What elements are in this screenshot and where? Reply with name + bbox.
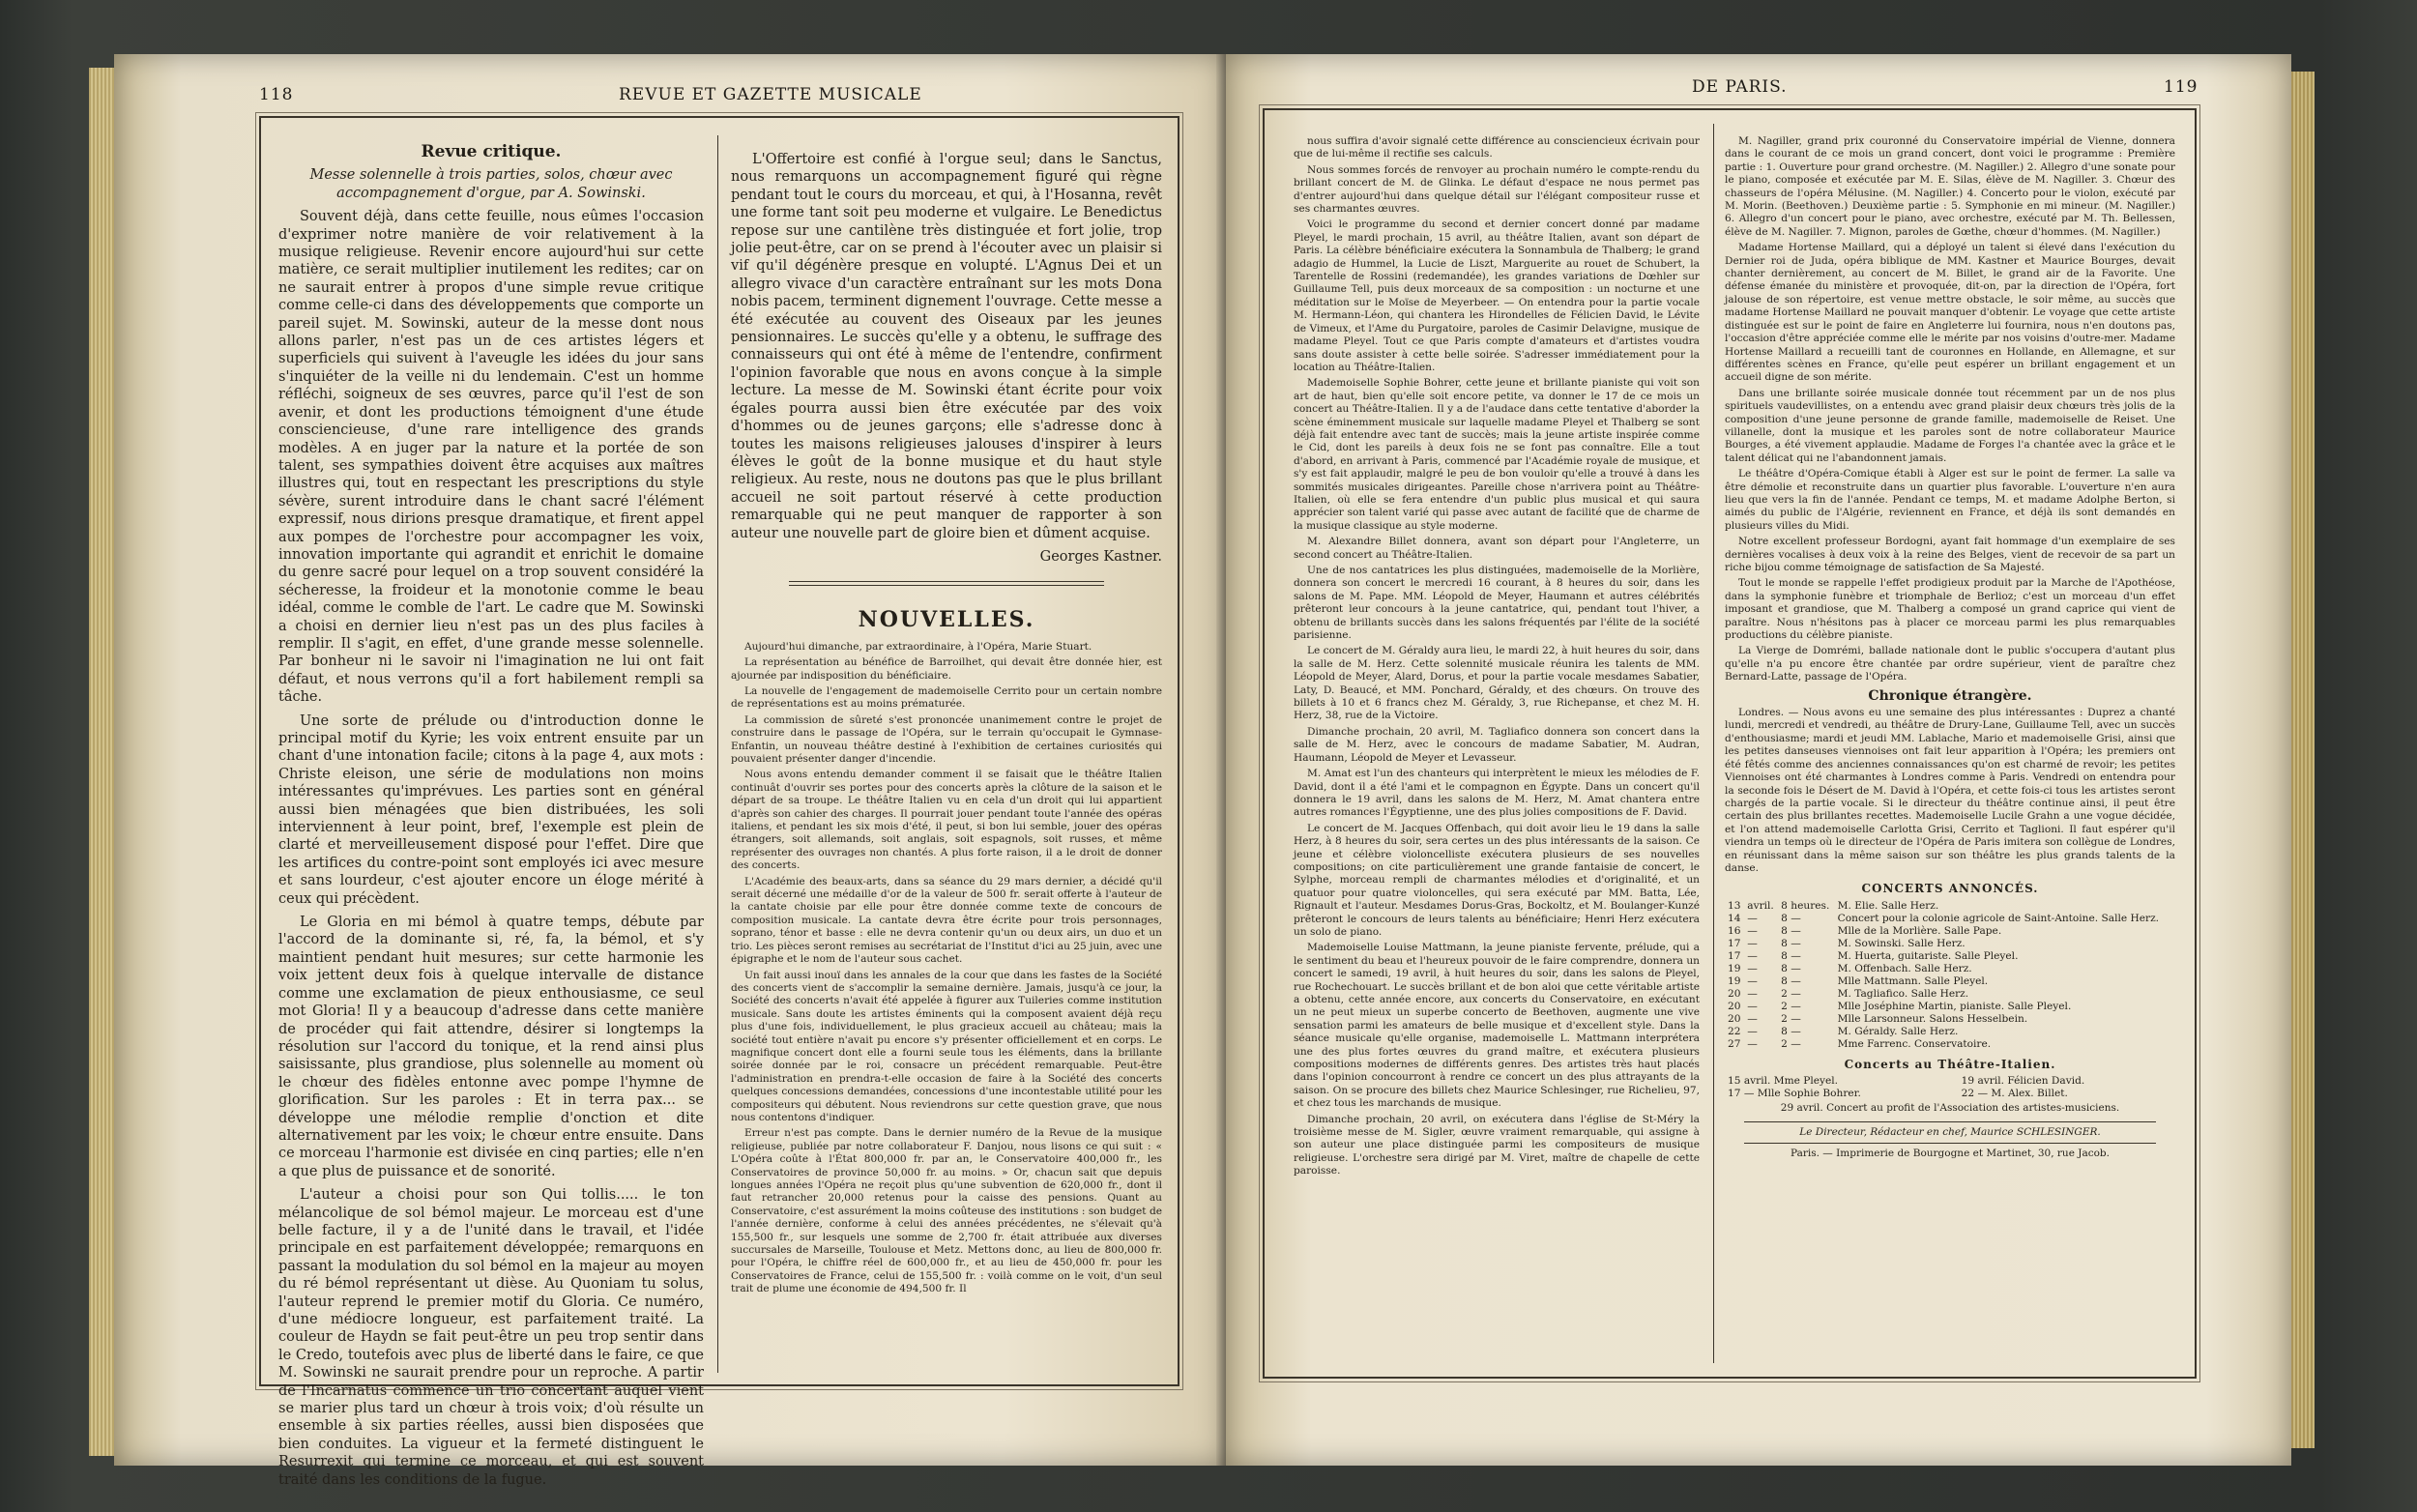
left-column-divider — [717, 135, 718, 1373]
concert-month: — — [1747, 912, 1758, 924]
news-item: nous suffira d'avoir signalé cette différence au consciencieux écrivain pour que de lui-même il rectifie ses calculs. — [1294, 135, 1700, 160]
italien-left: 17 — Mlle Sophie Bohrer. — [1728, 1088, 1861, 1100]
concert-event: Mme Farrenc. Conservatoire. — [1837, 1037, 1992, 1050]
concert-hour: 8 — — [1781, 974, 1801, 987]
concert-row — [1725, 1026, 2175, 1038]
concert-month: — — [1747, 987, 1758, 1000]
concert-hour: 8 heures. — [1781, 899, 1830, 912]
review-paragraph: Le Gloria en mi bémol à quatre temps, débute par l'accord de la dominante si, ré, fa, la bémol, et s'y maintient pendant huit mesures; sur cette harmonie les voix jettent deux fois à quelque intervalle de distance comme une exclamation de pieux enthousiasme, ce seul mot Gloria! Il y a beaucoup d'adresse dans cette manière de procéder qui fait attendre, désirer si longtemps la résolution sur l'accord du tonique, et la rend ainsi plus saisissante, plus grandiose, plus solennelle au moment où le chœur des fidèles entonne avec pompe l'hymne de glorification. Sur les paroles : Et in terra pax... se développe une mélodie remplie d'onction et dite alternativement par les voix; le chœur entre ensuite. Dans ce morceau l'harmonie est divisée en cinq parties; elle n'en a que plus de puissance et de sonorité. — [278, 915, 704, 1179]
concert-event: M. Offenbach. Salle Herz. — [1837, 962, 1972, 974]
concert-day: 19 — [1728, 962, 1741, 974]
concert-day: 13 — [1728, 899, 1741, 912]
news-item: M. Alexandre Billet donnera, avant son départ pour l'Angleterre, un second concert au Théâtre-Italien. — [1294, 536, 1700, 561]
concert-event: M. Elie. Salle Herz. — [1837, 899, 1939, 912]
italien-right: 22 — M. Alex. Billet. — [1961, 1088, 2068, 1100]
printer-line: Paris. — Imprimerie de Bourgogne et Martinet, 30, rue Jacob. — [1791, 1147, 2110, 1159]
concert-event: Mlle Joséphine Martin, pianiste. Salle Pleyel. — [1837, 1000, 2072, 1012]
news-item: Notre excellent professeur Bordogni, ayant fait hommage d'un exemplaire de ses dernières vocalises à deux voix à la reine des Belges, vient de recevoir de sa part un riche bijou comme témoignage de satisfaction de Sa Majesté. — [1725, 536, 2175, 573]
concert-row — [1725, 900, 2175, 913]
news-item: L'Académie des beaux-arts, dans sa séance du 29 mars dernier, a décidé qu'il serait décerné une médaille d'or de la valeur de 500 fr. serait offerte à l'auteur de la cantate choisie par elle pour être donnée comme texte de concours de composition musicale. La cantate devra être écrite pour trois personnages, soprano, ténor et basse : elle ne devra contenir qu'un ou deux airs, un duo et un trio. Les pièces seront remises au secrétariat de l'Institut d'ici au 25 juin, avec une épigraphe et le nom de l'auteur sous cachet. — [731, 875, 1162, 966]
news-item: Dimanche prochain, 20 avril, M. Tagliafico donnera son concert dans la salle de M. Herz, avec le concours de madame Sabatier, M. Audran, Haumann, Léopold de Meyer et Levasseur. — [1294, 725, 1700, 764]
page-edges-right — [2289, 72, 2315, 1448]
italien-heading: Concerts au Théâtre-Italien. — [1844, 1057, 2056, 1071]
news-item: Tout le monde se rappelle l'effet prodigieux produit par la Marche de l'Apothéose, dans la symphonie funèbre et triomphale de Berlioz; c'est un morceau d'un effet imposant et grandiose, que M. Thalberg a composé un grand caprice qui vient de paraître. Nous n'hésitons pas à placer ce morceau parmi les plus remarquables productions du célèbre pianiste. — [1725, 577, 2175, 642]
italien-row — [1725, 1088, 2175, 1100]
concert-month: — — [1747, 1025, 1758, 1037]
concert-row — [1725, 963, 2175, 975]
nouvelles-list — [731, 641, 1162, 1296]
news-item: La commission de sûreté s'est prononcée unanimement contre le projet de construire dans le passage de l'Opéra, sur le terrain qu'occupait le Gymnase-Enfantin, un nouveau théâtre destiné à l'exhibition de certaines curiosités qui pouvaient présenter danger d'incendie. — [731, 713, 1162, 765]
concert-row — [1725, 925, 2175, 938]
concert-row — [1725, 1013, 2175, 1026]
news-item: Le théâtre d'Opéra-Comique établi à Alger est sur le point de fermer. La salle va être démolie et reconstruite dans un quartier plus favorable. L'ouverture n'en aura lieu que vers la fin de l'année. Pendant ce temps, M. et madame Adolphe Berton, si aimés du public de l'Algérie, reviennent en France, et déjà ils sont demandés en plusieurs villes du Midi. — [1725, 468, 2175, 532]
concert-row — [1725, 1001, 2175, 1013]
concert-month: — — [1747, 949, 1758, 962]
news-item: La nouvelle de l'engagement de mademoiselle Cerrito pour un certain nombre de représentations est au moins prématurée. — [731, 684, 1162, 711]
concerts-table — [1725, 900, 2175, 1051]
review-paragraph: Souvent déjà, dans cette feuille, nous eûmes l'occasion d'exprimer notre manière de voir relativement à la musique religieuse. Revenir encore aujourd'hui sur cette matière, ce serait multiplier inutilement les redites; car on ne saurait entrer à propos d'une simple revue critique comme celle-ci dans des développements que comporte un pareil sujet. M. Sowinski, auteur de la messe dont nous allons parler, n'est pas un de ces artistes légers et superficiels qui suivent à l'aveugle les idées du jour sans s'inquiéter de la veille ni du lendemain. C'est un homme réfléchi, soigneux de ses œuvres, parce qu'il l'est de son avenir, et dont les productions témoignent d'une étude consciencieuse, d'une rare intelligence des grands modèles. A en juger par la nature et la portée de son talent, ses sympathies doivent être acquises aux maîtres illustres qui, tout en respectant les prescriptions du style sévère, surent introduire dans le chant sacré l'élément expressif, nous dirions presque dramatique, et firent appel aux pompes de l'orchestre pour accompagner les voix, innovation importante qui agrandit et enrichit le domaine du genre sacré pour lequel on a trop souvent considéré la sécheresse, la froideur et la monotonie comme le beau idéal, comme le comble de l'art. Le cadre que M. Sowinski a choisi en dernier lieu n'est pas un des plus faciles à remplir. Il s'agit, en effet, d'une grande messe solennelle. Par bonheur ni le savoir ni l'imagination ne lui ont fait défaut, et nous verrons qu'il a fort habilement rempli sa tâche. — [278, 209, 704, 706]
concert-month: — — [1747, 974, 1758, 987]
concert-event: Mlle de la Morlière. Salle Pape. — [1837, 924, 2002, 937]
concert-day: 19 — [1728, 974, 1741, 987]
news-item: Dans une brillante soirée musicale donnée tout récemment par un de nos plus spirituels vaudevillistes, on a entendu avec grand plaisir deux chœurs très jolis de la composition d'une jeune personne de grande famille, mademoiselle de Reiset. Une villanelle, dont la musique et les paroles sont de notre collaborateur Maurice Bourges, a été vivement applaudie. Madame de Forges l'a chantée avec la grâce et le talent délicat qui ne l'abandonnent jamais. — [1725, 387, 2175, 464]
concert-row — [1725, 913, 2175, 925]
nouvelles-heading: NOUVELLES. — [858, 607, 1035, 633]
concert-hour: 8 — — [1781, 924, 1801, 937]
concert-hour: 8 — — [1781, 937, 1801, 949]
concert-day: 14 — [1728, 912, 1741, 924]
news-item: Dimanche prochain, 20 avril, on exécutera dans l'église de St-Méry la troisième messe de M. Sigler, œuvre vraiment remarquable, qui assigne à son auteur une place distinguée parmi les compositeurs de musique religieuse. L'orchestre sera dirigé par M. Viret, maître de chapelle de cette paroisse. — [1294, 1113, 1700, 1178]
news-item: Madame Hortense Maillard, qui a déployé un talent si élevé dans l'exécution du Dernier roi de Juda, opéra biblique de MM. Kastner et Maurice Bourges, devait chanter dernièrement, au concert de M. Billet, le grand air de la Favorite. Une défense émanée du ministère et provoquée, dit-on, par la direction de l'Opéra, fort jalouse de son répertoire, est venue mettre obstacle, le soir même, au succès que madame Hortense Maillard ne pouvait manquer d'obtenir. Le voyage que cette artiste distinguée est sur le point de faire en Angleterre lui fournira, nous n'en doutons pas, l'occasion d'être appréciée comme elle le mérite par nos voisins d'outre-mer. Madame Hortense Maillard a recueilli tant de couronnes en Hollande, en Allemagne, et sur différentes scènes en France, qu'elle peut espérer un brillant engagement et un accueil digne de son mérite. — [1725, 242, 2175, 384]
concert-row — [1725, 950, 2175, 963]
concert-event: M. Géraldy. Salle Herz. — [1837, 1025, 1959, 1037]
news-item: Un fait aussi inouï dans les annales de la cour que dans les fastes de la Société des concerts vient de s'accomplir la semaine dernière. Jamais, jusqu'à ce jour, la Société des concerts n'avait été appelée à figurer aux Tuileries comme institution musicale. Sans doute les artistes éminents qui la composent avaient déjà reçu plus d'une fois, individuellement, le plus gracieux accueil au château; mais la société tout entière n'avait pu encore s'y présenter officiellement et en corps. Le magnifique concert dont elle a fourni seule tous les éléments, dans la brillante soirée donnée par le roi, consacre un précédent remarquable. Peut-être l'administration en prendra-t-elle occasion de faire à la Société des concerts quelques concessions demandées, concessions d'une incontestable utilité pour les compositeurs qui débutent. Nous reviendrons sur cette question grave, que nous nous contentons d'indiquer. — [731, 969, 1162, 1123]
concert-day: 22 — [1728, 1025, 1741, 1037]
concerts-heading: CONCERTS ANNONCÉS. — [1861, 882, 2039, 896]
right-column-divider — [1713, 124, 1714, 1363]
news-and-calendar-column — [1725, 135, 2175, 1365]
news-item: Mademoiselle Louise Mattmann, la jeune pianiste fervente, prélude, qui a le sentiment du beau et l'heureux pouvoir de le faire comprendre, donnera un concert le samedi, 19 avril, à huit heures du soir, dans les salons de Pleyel, rue Rochechouart. Le succès brillant et de bon aloi que cette véritable artiste a obtenu, cette année encore, aux concerts du Conservatoire, en exécutant un ne peut mieux un superbe concerto de Beethoven, augmente une vive sensation parmi les amateurs de belle musique et d'excellent style. Dans la séance musicale qu'elle organise, mademoiselle L. Mattmann interprétera une des plus fortes œuvres du grand maître, et exécutera plusieurs compositions modernes de différents genres. Des artistes très haut placés dans l'opinion concourront à rendre ce concert un des plus attrayants de la saison. On se procure des billets chez Maurice Schlesinger, rue Richelieu, 97, et chez tous les marchands de musique. — [1294, 942, 1700, 1110]
concert-hour: 2 — — [1781, 1012, 1801, 1025]
concert-month: — — [1747, 1000, 1758, 1012]
news-item: M. Amat est l'un des chanteurs qui interprètent le mieux les mélodies de F. David, dont il a été l'ami et le compagnon en Égypte. Dans un concert qu'il donnera le 19 avril, dans les salons de M. Herz, M. Amat chantera entre autres romances l'Égyptienne, une des plus jolies compositions de F. David. — [1294, 768, 1700, 819]
concert-day: 17 — [1728, 949, 1741, 962]
review-heading: Revue critique. — [421, 142, 562, 161]
concert-day: 16 — [1728, 924, 1741, 937]
news-item: Mademoiselle Sophie Bohrer, cette jeune et brillante pianiste qui voit son art de haut, bien qu'elle soit encore petite, va donner le 17 de ce mois un concert au Théâtre-Italien. Il y a de l'audace dans cette tentative d'aborder la scène éminemment musicale sur laquelle madame Pleyel et Thalberg se sont déjà fait entendre avec tant de succès; mais la jeune artiste inspirée comme le Cid, dont les pareils à deux fois ne se font pas connaître. Elle a tout d'abord, en arrivant à Paris, commencé par l'Académie royale de musique, et s'y est fait applaudir, malgré le peu de bon vouloir qu'elle a trouvé à dans les sommités musicales dirigeantes. Pareille chose n'arrivera point au Théâtre-Italien, où elle se fera entendre d'un public plus musical et qui saura apprécier son talent varié qui passe avec autant de facilité que de charme de la musique classique au style moderne. — [1294, 377, 1700, 532]
review-paragraph: L'auteur a choisi pour son Qui tollis..... le ton mélancolique de sol bémol majeur. Le morceau est d'une belle facture, il y a de l'unité dans le travail, et l'idée principale en est parfaitement développée; remarquons en passant la modulation du sol bémol en la majeur au moyen du ré bémol représentant ut dièse. Au Quoniam tu solus, l'auteur reprend le premier motif du Gloria. Ce numéro, d'une médiocre longueur, est parfaitement traité. La couleur de Haydn se fait peut-être un peu trop sentir dans le Credo, toutefois avec plus de liberté dans le faire, ce que M. Sowinski ne saurait prendre pour un reproche. A partir de l'Incarnatus commence un trio concertant auquel vient se marier plus tard un chœur à trois voix; d'où résulte un ensemble à six parties réelles, aussi bien disposées que bien conduites. La vigueur et la fermeté distinguent le Resurrexit qui termine ce morceau, et qui est souvent traité dans les conditions de la fugue. — [278, 1187, 704, 1488]
review-paragraph: L'Offertoire est confié à l'orgue seul; dans le Sanctus, nous remarquons un accompagnement figuré qui règne pendant tout le cours du morceau, et qui, à l'Hosanna, revêt une forme tant soit peu moderne et vulgaire. Le Benedictus repose sur une cantilène très distinguée et fort jolie, trop jolie peut-être, car on se prend à l'écouter avec un plaisir si vif qu'il dégénère presque en volupté. L'Agnus Dei et un allegro vivace d'un caractère entraînant sur les mots Dona nobis pacem, terminent dignement l'ouvrage. Cette messe a été exécutée au couvent des Oiseaux par les jeunes pensionnaires. Le succès qu'elle y a obtenu, le suffrage des connaisseurs qui ont été à même de l'entendre, confirment l'opinion favorable que nous en avons conçue à la simple lecture. La messe de M. Sowinski étant écrite pour voix égales pourra aussi bien être exécutée par des voix d'hommes ou de jeunes garçons; elle s'adresse donc à toutes les maisons religieuses jalouses d'inspirer à leurs élèves le goût de la bonne musique et du haut style religieux. Au reste, nous ne doutons pas que le plus brillant accueil ne soit partout réservé à cette production remarquable qui ne peut manquer de rapporter à son auteur une nouvelle part de gloire bien et dûment acquise. — [731, 152, 1162, 541]
news-item: M. Nagiller, grand prix couronné du Conservatoire impérial de Vienne, donnera dans le courant de ce mois un grand concert, dont voici le programme : Première partie : 1. Ouverture pour grand orchestre. (M. Nagiller.) 2. Allegro d'une sonate pour le piano, composée et exécutée par M. E. Silas, élève de M. Nagiller. 3. Chœur des chasseurs de l'opéra Mélusine. (M. Nagiller.) 4. Concerto pour le violon, exécuté par M. Morin. (Beethoven.) Deuxième partie : 5. Symphonie en mi mineur. (M. Nagiller.) 6. Allegro d'un concert pour le piano, avec orchestre, exécuté par M. Th. Bellessen, élève de M. Nagiller. 7. Mignon, paroles de Gœthe, chœur d'hommes. (M. Nagiller.) — [1725, 135, 2175, 238]
news-item: Nous sommes forcés de renvoyer au prochain numéro le compte-rendu du brillant concert de M. de Glinka. Le défaut d'espace ne nous permet pas d'entrer aujourd'hui dans quelque détail sur l'élégant compositeur russe et ses charmantes œuvres. — [1294, 163, 1700, 216]
running-head-right: DE PARIS. — [1692, 77, 1788, 97]
concert-day: 17 — [1728, 937, 1741, 949]
news-item: La Vierge de Domrémi, ballade nationale dont le public s'occupera d'autant plus qu'elle n'a pu encore être chantée par ordre supérieur, vient de paraître chez Bernard-Latte, passage de l'Opéra. — [1725, 645, 2175, 683]
concert-row — [1725, 975, 2175, 988]
chronique-text: Londres. — Nous avons eu une semaine des plus intéressantes : Duprez a chanté lundi, mercredi et vendredi, au théâtre de Drury-Lane, Guillaume Tell, avec un succès d'enthousiasme; mardi et jeudi MM. Lablache, Mario et mademoiselle Grisi, ainsi que les petites danseuses viennoises ont fait leur apparition à l'Opéra; les premiers ont été fêtés comme des anciennes connaissances qu'on est charmé de revoir; les petites Viennoises ont été charmantes à Londres comme à Paris. Vendredi on entendra pour la seconde fois le Désert de M. David à l'Opéra, et cette fois-ci tous les artistes seront chargés de la partie vocale. Si le directeur du théâtre continue ainsi, il peut être certain des plus brillantes recettes. Mademoiselle Lucile Grahn a une vogue décidée, et l'on attend mademoiselle Carlotta Grisi, Cerrito et Taglioni. Il faut espérer qu'il viendra un temps où le directeur de l'Opéra de Paris imitera son collègue de Londres, en réunissant dans la même saison sur son théâtre les plus grands talents de la danse. — [1725, 707, 2175, 874]
page-number-right: 119 — [2164, 77, 2199, 97]
concert-month: — — [1747, 1012, 1758, 1025]
italien-row — [1725, 1075, 2175, 1088]
news-item: Nous avons entendu demander comment il se faisait que le théâtre Italien continuât d'ouvrir ses portes pour des concerts après la clôture de la saison et le départ de sa troupe. Le théâtre Italien vu en cela d'un droit qui lui appartient d'après son cahier des charges. Il pourrait jouer pendant toute l'année des opéras italiens, et pendant les six mois d'été, il peut, si bon lui semble, jouer des opéras étrangers, soit allemands, soit anglais, soit espagnols, soit russes, et même représenter des ouvrages non chantés. A plus forte raison, il a le droit de donner des concerts. — [731, 769, 1162, 872]
concert-row — [1725, 938, 2175, 950]
concerts-last-line: 29 avril. Concert au profit de l'Association des artistes-musiciens. — [1780, 1102, 2120, 1115]
concert-hour: 2 — — [1781, 1037, 1801, 1050]
concert-hour: 2 — — [1781, 987, 1801, 1000]
footer-rule — [1744, 1121, 2156, 1122]
news-item: Une de nos cantatrices les plus distinguées, mademoiselle de la Morlière, donnera son concert le mercredi 16 courant, à 8 heures du soir, dans les salons de M. Pape. MM. Léopold de Meyer, Haumann et autres célébrités prêteront leur concours à la jeune cantatrice, qui, pendant tout l'hiver, a obtenu de brillants succès dans les salons fréquentés par l'élite de la société parisienne. — [1294, 565, 1700, 642]
review-continuation-column — [731, 151, 1162, 1381]
concert-hour: 8 — — [1781, 949, 1801, 962]
review-paragraph: Une sorte de prélude ou d'introduction donne le principal motif du Kyrie; les voix entrent ensuite par un chant d'une intonation facile; citons à la page 4, aux mots : Christe eleison, une série de modulations non moins intéressantes qu'imprévues. Les parties sont en général aussi bien ménagées que bien distribuées, les soli interviennent à leur point, bref, l'exemple est plein de clarté et merveilleusement disposé pour l'effet. Dire que les artifices du contre-point sont employés ici avec mesure et sans lourdeur, c'est ajouter encore un éloge mérité à ceux qui précèdent. — [278, 712, 704, 907]
review-column — [278, 142, 704, 1488]
page-number-left: 118 — [259, 85, 294, 104]
concert-hour: 2 — — [1781, 1000, 1801, 1012]
concert-day: 20 — [1728, 1000, 1741, 1012]
italien-right: 19 avril. Félicien David. — [1961, 1075, 2085, 1088]
italien-left: 15 avril. Mme Pleyel. — [1728, 1075, 1839, 1088]
section-rule — [789, 581, 1104, 586]
concert-hour: 8 — — [1781, 1025, 1801, 1037]
concert-row — [1725, 988, 2175, 1001]
footer-rule — [1744, 1143, 2156, 1144]
review-subject: Messe solennelle à trois parties, solos, chœur avec accompagnement d'orgue, par A. Sowinski. — [309, 167, 673, 201]
concert-day: 27 — [1728, 1037, 1741, 1050]
concert-event: M. Huerta, guitariste. Salle Pleyel. — [1837, 949, 2019, 962]
italien-table — [1725, 1075, 2175, 1100]
concert-month: — — [1747, 924, 1758, 937]
news-item: Le concert de M. Jacques Offenbach, qui doit avoir lieu le 19 dans la salle Herz, à 8 heures du soir, sera certes un des plus intéressants de la saison. Ce jeune et célèbre violoncelliste exécutera plusieurs de ses nouvelles compositions; on cite particulièrement une grande fantaisie de concert, le Sylphe, morceau rempli de charmantes mélodies et d'originalité, et un quatuor pour quatre violoncelles, qui sera exécuté par MM. Batta, Lée, Rignault et l'auteur. Mesdames Dorus-Gras, Bockoltz, et M. Boulanger-Kunzé prêteront le concours de leurs talents au bénéficiaire; Henri Herz exécutera un solo de piano. — [1294, 822, 1700, 938]
concert-event: M. Tagliafico. Salle Herz. — [1837, 987, 1969, 1000]
concert-event: Mlle Mattmann. Salle Pleyel. — [1837, 974, 1989, 987]
concert-hour: 8 — — [1781, 962, 1801, 974]
concert-event: M. Sowinski. Salle Herz. — [1837, 937, 1966, 949]
news-item: Aujourd'hui dimanche, par extraordinaire, à l'Opéra, Marie Stuart. — [744, 640, 1092, 653]
concert-day: 20 — [1728, 987, 1741, 1000]
concert-month: — — [1747, 962, 1758, 974]
news-item: Voici le programme du second et dernier concert donné par madame Pleyel, le mardi prochain, 15 avril, au théâtre Italien, avant son départ de Paris. La célèbre bénéficiaire exécutera la Sonnambula de Thalberg; le grand adagio de Hummel, la Lucie de Liszt, Marguerite au rouet de Schubert, la Tarentelle de Rossini (redemandée), les grandes variations de Dœhler sur Guillaume Tell, puis deux morceaux de sa composition : un nocturne et une méditation sur le Moïse de Meyerbeer. — On entendra pour la partie vocale M. Hermann-Léon, qui chantera les Hirondelles de Félicien David, le Lévite de Vimeux, et l'Ame du Purgatoire, paroles de Casimir Delavigne, musique de madame Pleyel. Tout ce que Paris compte d'amateurs et d'artistes voudra sans doute assister à cette belle soirée. S'adresser immédiatement pour la location au Théâtre-Italien. — [1294, 218, 1700, 373]
concert-event: Concert pour la colonie agricole de Saint-Antoine. Salle Herz. — [1837, 912, 2160, 924]
concert-day: 20 — [1728, 1012, 1741, 1025]
news-continuation-column — [1294, 135, 1700, 1365]
concert-month: — — [1747, 937, 1758, 949]
chronique-heading: Chronique étrangère. — [1868, 687, 2032, 704]
news-item: La représentation au bénéfice de Barroilhet, qui devait être donnée hier, est ajournée par indisposition du bénéficiaire. — [731, 656, 1162, 682]
editor-line: Le Directeur, Rédacteur en chef, Maurice SCHLESINGER. — [1799, 1125, 2101, 1138]
concert-event: Mlle Larsonneur. Salons Hesselbein. — [1837, 1012, 2028, 1025]
concert-month: avril. — [1747, 899, 1774, 912]
news-item: Erreur n'est pas compte. Dans le dernier numéro de la Revue de la musique religieuse, publiée par notre collaborateur F. Danjou, nous lisons ce qui suit : « L'Opéra coûte à l'État 800,000 fr. par an, le Conservatoire 400,000 fr., les Conservatoires de province 50,000 fr. au moins. » Or, chacun sait que depuis longues années l'Opéra ne reçoit plus qu'une subvention de 620,000 fr., dont il faut retrancher 20,000 retenus pour la caisse des pensions. Quant au Conservatoire, c'est assurément la moins coûteuse des institutions : son budget de l'année dernière, conforme à celui des années précédentes, ne s'élevait qu'à 155,500 fr., sur lesquels une somme de 2,700 fr. était attribuée aux diverses succursales de Marseille, Toulouse et Metz. Mettons donc, au lieu de 800,000 fr. pour l'Opéra, le chiffre réel de 600,000 fr., et au lieu de 450,000 fr. pour les Conservatoires de France, celui de 155,500 fr. : voilà comme on le voit, d'un seul trait de plume une économie de 494,500 fr. Il — [731, 1127, 1162, 1295]
news-item: Le concert de M. Géraldy aura lieu, le mardi 22, à huit heures du soir, dans la salle de M. Herz. Cette solennité musicale réunira les talents de MM. Léopold de Meyer, Alard, Dorus, et pour la partie vocale mesdames Sabatier, Laty, D. Beaucé, et MM. Ponchard, Géraldy, et des chœurs. On trouve des billets à 10 et 6 francs chez M. Géraldy, 3, rue Richepanse, et chez M. H. Herz, 38, rue de la Victoire. — [1294, 645, 1700, 722]
concert-hour: 8 — — [1781, 912, 1801, 924]
running-head-left: REVUE ET GAZETTE MUSICALE — [619, 85, 922, 104]
concert-month: — — [1747, 1037, 1758, 1050]
review-signature: Georges Kastner. — [1039, 548, 1162, 565]
concert-row — [1725, 1038, 2175, 1051]
